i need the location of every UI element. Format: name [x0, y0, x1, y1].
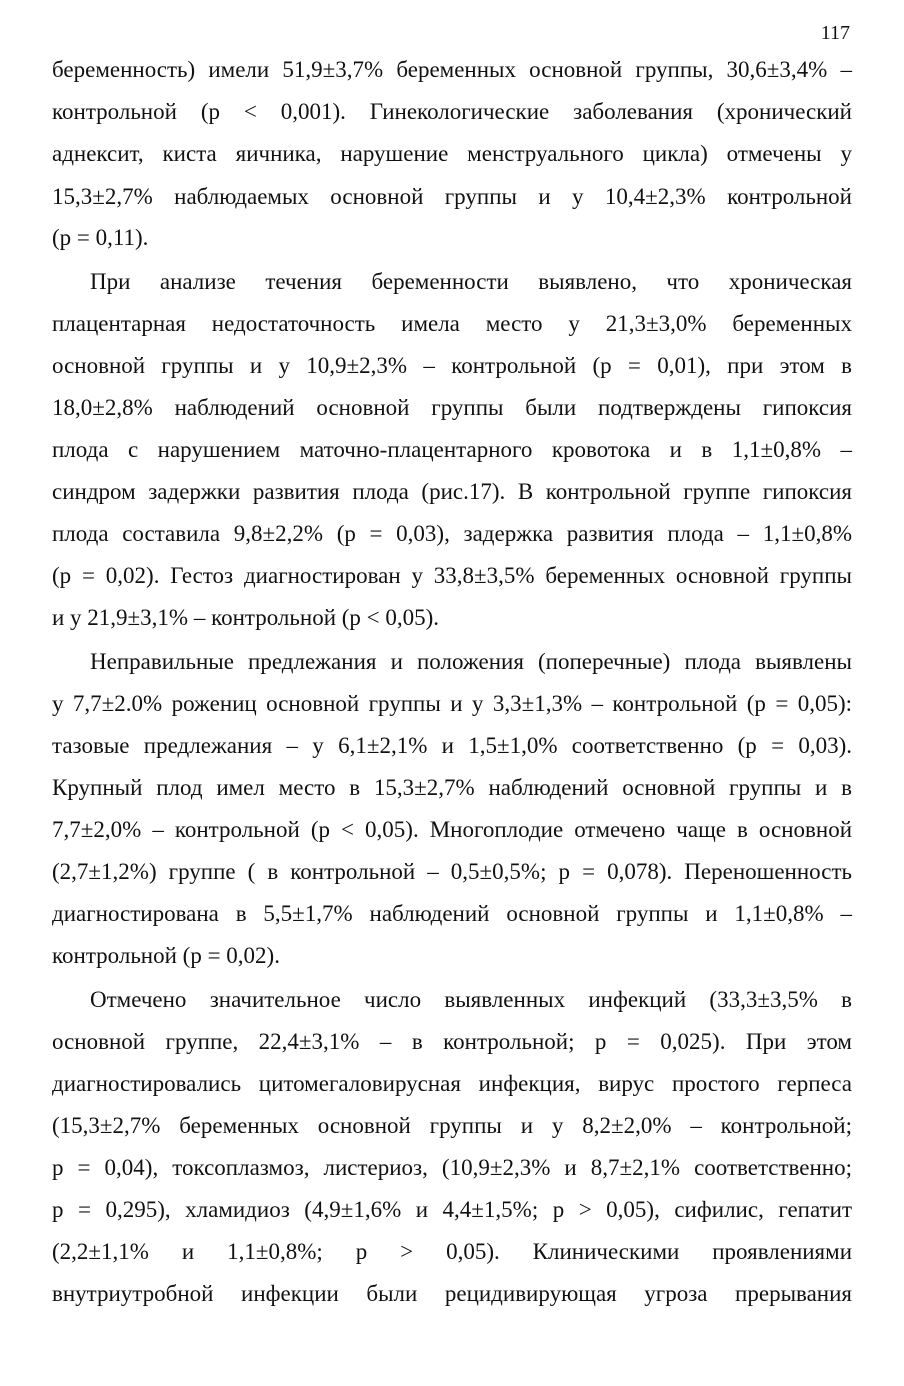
text-line: внутриутробной инфекции были рецидивирующая угроза прерывания: [52, 1281, 852, 1306]
text-line: контрольной (р < 0,001). Гинекологические заболевания (хронический: [52, 99, 852, 124]
text-line: 7,7±2,0% – контрольной (р < 0,05). Многоплодие отмечено чаще в основной: [52, 817, 852, 842]
text-line: основной группы и у 10,9±2,3% – контрольной (р = 0,01), при этом в: [52, 353, 852, 378]
text-line: и у 21,9±3,1% – контрольной (р < 0,05).: [52, 605, 440, 630]
text-line: беременность) имели 51,9±3,7% беременных основной группы, 30,6±3,4% –: [52, 57, 852, 82]
text-line: плацентарная недостаточность имела место у 21,3±3,0% беременных: [52, 311, 852, 336]
text-line: синдром задержки развития плода (рис.17). В контрольной группе гипоксия: [52, 479, 852, 504]
text-line: (2,7±1,2%) группе ( в контрольной – 0,5±0,5%; р = 0,078). Переношенность: [52, 859, 852, 884]
text-line: диагностировались цитомегаловирусная инфекция, вирус простого герпеса: [52, 1071, 852, 1096]
text-line: (2,2±1,1% и 1,1±0,8%; р > 0,05). Клиническими проявлениями: [52, 1239, 852, 1264]
text-line: плода с нарушением маточно-плацентарного кровотока и в 1,1±0,8% –: [52, 437, 852, 462]
text-line: (р = 0,11).: [52, 225, 149, 250]
text-line: р = 0,04), токсоплазмоз, листериоз, (10,9±2,3% и 8,7±2,1% соответственно;: [52, 1155, 852, 1180]
text-line: плода составила 9,8±2,2% (р = 0,03), задержка развития плода – 1,1±0,8%: [52, 521, 852, 546]
text-line: 15,3±2,7% наблюдаемых основной группы и у 10,4±2,3% контрольной: [52, 184, 852, 209]
text-line: 18,0±2,8% наблюдений основной группы были подтверждены гипоксия: [52, 395, 852, 420]
text-line: тазовые предлежания – у 6,1±2,1% и 1,5±1,0% соответственно (р = 0,03).: [52, 733, 852, 758]
text-line: у 7,7±2.0% рожениц основной группы и у 3,3±1,3% – контрольной (р = 0,05):: [52, 691, 852, 716]
text-line: диагностирована в 5,5±1,7% наблюдений основной группы и 1,1±0,8% –: [52, 901, 852, 926]
text-line: Крупный плод имел место в 15,3±2,7% наблюдений основной группы и в: [52, 775, 852, 800]
text-line: аднексит, киста яичника, нарушение менструального цикла) отмечены у: [52, 141, 852, 166]
text-line: основной группе, 22,4±3,1% – в контрольной; р = 0,025). При этом: [52, 1029, 852, 1054]
text-line: (15,3±2,7% беременных основной группы и у 8,2±2,0% – контрольной;: [52, 1113, 852, 1138]
text-line: Отмечено значительное число выявленных инфекций (33,3±3,5% в: [90, 987, 852, 1012]
text-line: (р = 0,02). Гестоз диагностирован у 33,8±3,5% беременных основной группы: [52, 563, 852, 588]
text-line: р = 0,295), хламидиоз (4,9±1,6% и 4,4±1,5%; р > 0,05), сифилис, гепатит: [52, 1197, 852, 1222]
text-line: Неправильные предлежания и положения (поперечные) плода выявлены: [90, 649, 852, 674]
text-line: При анализе течения беременности выявлено, что хроническая: [90, 269, 852, 294]
text-line: контрольной (р = 0,02).: [52, 943, 280, 968]
page-number: 117: [820, 22, 850, 44]
